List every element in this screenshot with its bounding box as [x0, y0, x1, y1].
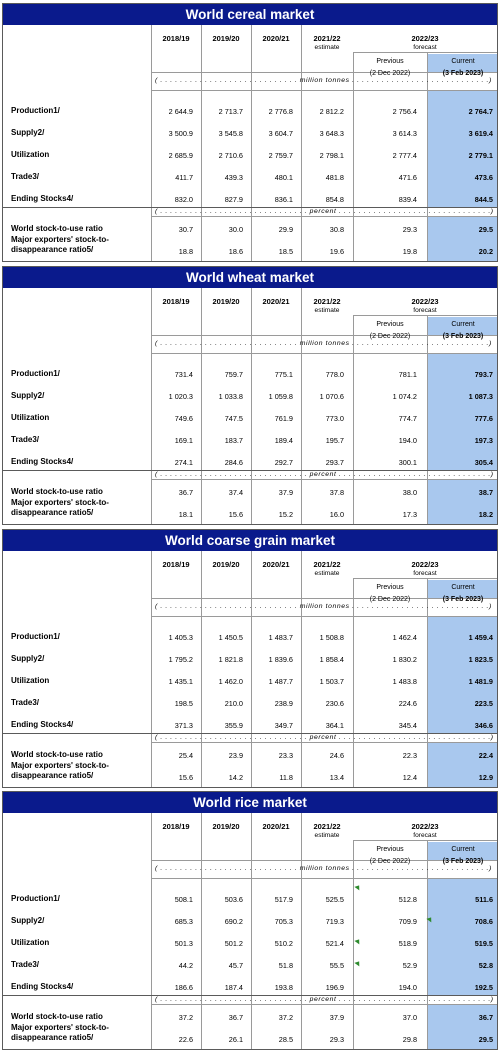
- year-header: 2018/19: [162, 560, 190, 569]
- table-cell: 22.6: [178, 1035, 193, 1044]
- table-cell: 19.8: [402, 247, 417, 256]
- grid-line: [353, 578, 497, 579]
- table-cell: 2 685.9: [168, 151, 193, 160]
- year-header: 2020/21: [262, 34, 290, 43]
- table-cell: 37.8: [329, 488, 344, 497]
- table-cell: 481.8: [325, 173, 344, 182]
- table-cell: 36.7: [478, 1013, 493, 1022]
- table-cell: 2 776.8: [268, 107, 293, 116]
- units-percent: ( . . . . . . . . . . . . . . . . . . . . . . . . . . . . . . percent . . . . . . . . . . . . . . . . . . . . . . . . . . . . . . .): [155, 208, 494, 215]
- table-cell: 685.3: [174, 917, 193, 926]
- table-cell: 223.5: [474, 699, 493, 708]
- table-cell: 1 033.8: [218, 392, 243, 401]
- table-cell: 708.6: [474, 917, 493, 926]
- table-cell: 775.1: [274, 370, 293, 379]
- table-cell: 1 830.2: [392, 655, 417, 664]
- previous-date: (2 Dec 2022): [369, 333, 411, 340]
- table-cell: 511.6: [475, 895, 493, 904]
- table-cell: 2 798.1: [319, 151, 344, 160]
- table-cell: 1 858.4: [319, 655, 344, 664]
- row-label-ending: Ending Stocks4/: [11, 194, 74, 203]
- table-cell: 1 462.0: [218, 677, 243, 686]
- row-label-major-exporters: disappearance ratio5/: [11, 1033, 94, 1042]
- table-cell: 29.3: [329, 1035, 344, 1044]
- previous-date: (2 Dec 2022): [369, 858, 411, 865]
- table-cell: 30.7: [178, 225, 193, 234]
- table-cell: 36.7: [178, 488, 193, 497]
- table-cell: 512.8: [398, 895, 417, 904]
- table-cell: 761.9: [274, 414, 293, 423]
- table-cell: 1 435.1: [168, 677, 193, 686]
- row-label-major-exporters: disappearance ratio5/: [11, 245, 94, 254]
- table-cell: 1 839.6: [268, 655, 293, 664]
- table-cell: 14.2: [228, 773, 243, 782]
- table-cell: 38.0: [402, 488, 417, 497]
- table-cell: 518.9: [398, 939, 417, 948]
- grid-line: [151, 353, 497, 354]
- table-cell: 300.1: [398, 458, 417, 467]
- table-cell: 2 812.2: [319, 107, 344, 116]
- revision-marker: [354, 884, 361, 891]
- table-cell: 3 545.8: [218, 129, 243, 138]
- previous-header: Previous: [376, 584, 404, 591]
- row-label-stock-to-use: World stock-to-use ratio: [11, 224, 103, 233]
- table-cell: 195.7: [325, 436, 344, 445]
- previous-header: Previous: [376, 321, 404, 328]
- table-cell: 346.6: [474, 721, 493, 730]
- table-cell: 37.9: [278, 488, 293, 497]
- table-cell: 747.5: [224, 414, 243, 423]
- table-cell: 1 462.4: [392, 633, 417, 642]
- table-cell: 37.2: [278, 1013, 293, 1022]
- year-header: 2021/22 estimate: [302, 822, 352, 839]
- table-cell: 508.1: [174, 895, 193, 904]
- table-cell: 24.6: [329, 751, 344, 760]
- row-label-utilization: Utilization: [11, 150, 50, 159]
- table-cell: 519.5: [474, 939, 493, 948]
- row-label-utilization: Utilization: [11, 413, 50, 422]
- table-cell: 1 823.5: [468, 655, 493, 664]
- section-title: World wheat market: [3, 267, 497, 288]
- table-cell: 749.6: [174, 414, 193, 423]
- table-cell: 1 074.2: [392, 392, 417, 401]
- forecast-year-header: 2022/23 forecast: [350, 560, 500, 577]
- table-cell: 274.1: [174, 458, 193, 467]
- table-cell: 1 795.2: [168, 655, 193, 664]
- row-label-trade: Trade3/: [11, 172, 40, 181]
- row-label-production: Production1/: [11, 106, 60, 115]
- year-header: 2020/21: [262, 560, 290, 569]
- current-date: (3 Feb 2023): [442, 858, 484, 865]
- estimate-label: estimate: [314, 307, 340, 314]
- table-cell: 3 604.7: [268, 129, 293, 138]
- table-cell: 3 500.9: [168, 129, 193, 138]
- grid-line: [151, 90, 497, 91]
- grid-line: [353, 52, 497, 53]
- table-cell: 690.2: [224, 917, 243, 926]
- market-section: [2, 3, 498, 262]
- year-header: 2018/19: [162, 822, 190, 831]
- section-title: World cereal market: [3, 4, 497, 25]
- table-cell: 194.0: [398, 983, 417, 992]
- table-cell: 22.4: [478, 751, 493, 760]
- year-header: 2019/20: [212, 297, 240, 306]
- section-title: World rice market: [3, 792, 497, 813]
- table-cell: 719.3: [325, 917, 344, 926]
- table-cell: 194.0: [398, 436, 417, 445]
- units-percent: ( . . . . . . . . . . . . . . . . . . . . . . . . . . . . . . percent . . . . . . . . . . . . . . . . . . . . . . . . . . . . . . .): [155, 734, 494, 741]
- table-cell: 36.7: [228, 1013, 243, 1022]
- row-label-supply: Supply2/: [11, 128, 45, 137]
- units-percent: ( . . . . . . . . . . . . . . . . . . . . . . . . . . . . . . percent . . . . . . . . . . . . . . . . . . . . . . . . . . . . . . .): [155, 996, 494, 1003]
- table-cell: 44.2: [178, 961, 193, 970]
- year-header: 2019/20: [212, 822, 240, 831]
- table-cell: 355.9: [224, 721, 243, 730]
- table-cell: 52.8: [478, 961, 493, 970]
- current-date: (3 Feb 2023): [442, 70, 484, 77]
- table-cell: 16.0: [329, 510, 344, 519]
- table-cell: 2 756.4: [392, 107, 417, 116]
- section-title: World coarse grain market: [3, 530, 497, 551]
- table-cell: 2 713.7: [218, 107, 243, 116]
- table-cell: 238.9: [274, 699, 293, 708]
- year-header: 2018/19: [162, 34, 190, 43]
- grid-line: [151, 616, 497, 617]
- previous-header: Previous: [376, 846, 404, 853]
- table-cell: 349.7: [274, 721, 293, 730]
- year-header: 2021/22 estimate: [302, 34, 352, 51]
- units-million-tonnes: ( . . . . . . . . . . . . . . . . . . . . . . . . . . . . million tonnes . . . . . . . . . . . . . . . . . . . . . . . . . . . .): [155, 77, 492, 84]
- current-header: Current: [451, 58, 475, 65]
- grid-line: [151, 742, 497, 743]
- table-cell: 705.3: [274, 917, 293, 926]
- year-header: 2021/22 estimate: [302, 560, 352, 577]
- table-cell: 3 648.3: [319, 129, 344, 138]
- year-header: 2020/21: [262, 297, 290, 306]
- row-label-major-exporters: disappearance ratio5/: [11, 508, 94, 517]
- table-cell: 23.3: [278, 751, 293, 760]
- table-cell: 23.9: [228, 751, 243, 760]
- row-label-major-exporters: Major exporters' stock-to-: [11, 761, 109, 770]
- table-cell: 183.7: [224, 436, 243, 445]
- table-cell: 230.6: [325, 699, 344, 708]
- current-header: Current: [451, 846, 475, 853]
- table-cell: 45.7: [228, 961, 243, 970]
- table-cell: 1 059.8: [268, 392, 293, 401]
- table-cell: 2 644.9: [168, 107, 193, 116]
- table-cell: 1 087.3: [468, 392, 493, 401]
- table-cell: 364.1: [325, 721, 344, 730]
- table-cell: 2 759.7: [268, 151, 293, 160]
- row-label-production: Production1/: [11, 894, 60, 903]
- year-header: 2019/20: [212, 560, 240, 569]
- table-cell: 439.3: [224, 173, 243, 182]
- forecast-label: forecast: [413, 570, 437, 577]
- table-cell: 29.9: [278, 225, 293, 234]
- table-cell: 473.6: [474, 173, 493, 182]
- table-cell: 773.0: [325, 414, 344, 423]
- row-label-trade: Trade3/: [11, 435, 40, 444]
- row-label-ending: Ending Stocks4/: [11, 982, 74, 991]
- current-header: Current: [451, 584, 475, 591]
- table-cell: 371.3: [174, 721, 193, 730]
- table-cell: 345.4: [398, 721, 417, 730]
- table-cell: 774.7: [398, 414, 417, 423]
- table-cell: 471.6: [398, 173, 417, 182]
- forecast-year-header: 2022/23 forecast: [350, 822, 500, 839]
- table-cell: 30.8: [329, 225, 344, 234]
- grid-line: [353, 315, 497, 316]
- table-cell: 13.4: [329, 773, 344, 782]
- year-header: 2019/20: [212, 34, 240, 43]
- table-cell: 3 619.4: [468, 129, 493, 138]
- grid-line: [353, 840, 497, 841]
- year-header: 2020/21: [262, 822, 290, 831]
- table-cell: 1 459.4: [468, 633, 493, 642]
- forecast-year-header: 2022/23 forecast: [350, 34, 500, 51]
- table-cell: 1 821.8: [218, 655, 243, 664]
- table-cell: 1 508.8: [319, 633, 344, 642]
- table-cell: 29.8: [402, 1035, 417, 1044]
- table-cell: 284.6: [224, 458, 243, 467]
- table-cell: 38.7: [478, 488, 493, 497]
- table-cell: 18.2: [478, 510, 493, 519]
- row-label-supply: Supply2/: [11, 654, 45, 663]
- table-cell: 30.0: [228, 225, 243, 234]
- table-cell: 832.0: [174, 195, 193, 204]
- table-cell: 1 483.7: [268, 633, 293, 642]
- row-label-utilization: Utilization: [11, 938, 50, 947]
- row-label-stock-to-use: World stock-to-use ratio: [11, 487, 103, 496]
- row-label-trade: Trade3/: [11, 960, 40, 969]
- table-cell: 11.8: [279, 773, 293, 782]
- row-label-ending: Ending Stocks4/: [11, 457, 74, 466]
- revision-marker: [354, 960, 361, 967]
- table-cell: 20.2: [478, 247, 493, 256]
- table-cell: 18.8: [178, 247, 193, 256]
- table-cell: 25.4: [178, 751, 193, 760]
- table-cell: 29.5: [478, 225, 493, 234]
- market-section: [2, 266, 498, 525]
- table-cell: 19.6: [329, 247, 344, 256]
- table-cell: 777.6: [474, 414, 493, 423]
- table-cell: 1 481.9: [468, 677, 493, 686]
- table-cell: 197.3: [474, 436, 493, 445]
- table-cell: 15.6: [228, 510, 243, 519]
- table-cell: 12.9: [478, 773, 493, 782]
- row-label-stock-to-use: World stock-to-use ratio: [11, 1012, 103, 1021]
- table-cell: 411.7: [175, 173, 193, 182]
- grid-line: [151, 216, 497, 217]
- row-label-utilization: Utilization: [11, 676, 50, 685]
- grid-line: [151, 878, 497, 879]
- table-cell: 210.0: [224, 699, 243, 708]
- table-cell: 778.0: [325, 370, 344, 379]
- table-cell: 28.5: [278, 1035, 293, 1044]
- forecast-label: forecast: [413, 832, 437, 839]
- table-cell: 525.5: [325, 895, 344, 904]
- table-cell: 189.4: [274, 436, 293, 445]
- table-cell: 1 405.3: [168, 633, 193, 642]
- table-cell: 305.4: [474, 458, 493, 467]
- table-cell: 839.4: [398, 195, 417, 204]
- table-cell: 1 487.7: [268, 677, 293, 686]
- table-cell: 26.1: [228, 1035, 243, 1044]
- table-cell: 37.2: [178, 1013, 193, 1022]
- table-cell: 1 020.3: [168, 392, 193, 401]
- estimate-label: estimate: [314, 832, 340, 839]
- row-label-major-exporters: disappearance ratio5/: [11, 771, 94, 780]
- table-cell: 793.7: [474, 370, 493, 379]
- current-date: (3 Feb 2023): [442, 333, 484, 340]
- table-cell: 1 503.7: [319, 677, 344, 686]
- table-cell: 196.9: [325, 983, 344, 992]
- grid-line: [151, 1004, 497, 1005]
- table-cell: 29.5: [478, 1035, 493, 1044]
- market-section: [2, 791, 498, 1050]
- table-cell: 193.8: [274, 983, 293, 992]
- table-cell: 844.5: [474, 195, 493, 204]
- forecast-label: forecast: [413, 307, 437, 314]
- row-label-production: Production1/: [11, 369, 60, 378]
- units-percent: ( . . . . . . . . . . . . . . . . . . . . . . . . . . . . . . percent . . . . . . . . . . . . . . . . . . . . . . . . . . . . . . .): [155, 471, 494, 478]
- year-header: 2021/22 estimate: [302, 297, 352, 314]
- row-label-major-exporters: Major exporters' stock-to-: [11, 235, 109, 244]
- units-million-tonnes: ( . . . . . . . . . . . . . . . . . . . . . . . . . . . . million tonnes . . . . . . . . . . . . . . . . . . . . . . . . . . . .): [155, 603, 492, 610]
- table-cell: 37.4: [228, 488, 243, 497]
- row-label-ending: Ending Stocks4/: [11, 720, 74, 729]
- table-cell: 52.9: [402, 961, 417, 970]
- grid-line: [151, 479, 497, 480]
- table-cell: 501.2: [224, 939, 243, 948]
- table-cell: 1 070.6: [319, 392, 344, 401]
- estimate-label: estimate: [314, 570, 340, 577]
- table-cell: 517.9: [274, 895, 293, 904]
- current-date: (3 Feb 2023): [442, 596, 484, 603]
- revision-marker: [354, 938, 361, 945]
- forecast-label: forecast: [413, 44, 437, 51]
- table-cell: 37.9: [329, 1013, 344, 1022]
- table-cell: 480.1: [274, 173, 293, 182]
- previous-date: (2 Dec 2022): [369, 596, 411, 603]
- table-cell: 510.2: [274, 939, 293, 948]
- table-cell: 186.6: [174, 983, 193, 992]
- table-cell: 55.5: [329, 961, 344, 970]
- table-cell: 836.1: [274, 195, 293, 204]
- table-cell: 18.5: [278, 247, 293, 256]
- previous-date: (2 Dec 2022): [369, 70, 411, 77]
- units-million-tonnes: ( . . . . . . . . . . . . . . . . . . . . . . . . . . . . million tonnes . . . . . . . . . . . . . . . . . . . . . . . . . . . .): [155, 340, 492, 347]
- table-cell: 2 710.6: [218, 151, 243, 160]
- table-cell: 169.1: [174, 436, 193, 445]
- table-cell: 15.6: [178, 773, 193, 782]
- current-header: Current: [451, 321, 475, 328]
- table-cell: 503.6: [224, 895, 243, 904]
- table-cell: 1 483.8: [392, 677, 417, 686]
- table-cell: 18.6: [228, 247, 243, 256]
- table-cell: 37.0: [402, 1013, 417, 1022]
- table-cell: 2 777.4: [392, 151, 417, 160]
- table-cell: 1 450.5: [218, 633, 243, 642]
- row-label-supply: Supply2/: [11, 391, 45, 400]
- table-cell: 22.3: [402, 751, 417, 760]
- previous-header: Previous: [376, 58, 404, 65]
- table-cell: 2 764.7: [468, 107, 493, 116]
- table-cell: 827.9: [224, 195, 243, 204]
- units-million-tonnes: ( . . . . . . . . . . . . . . . . . . . . . . . . . . . . million tonnes . . . . . . . . . . . . . . . . . . . . . . . . . . . .): [155, 865, 492, 872]
- table-cell: 224.6: [398, 699, 417, 708]
- table-cell: 18.1: [178, 510, 193, 519]
- table-cell: 198.5: [174, 699, 193, 708]
- table-cell: 854.8: [325, 195, 344, 204]
- table-cell: 709.9: [398, 917, 417, 926]
- row-label-major-exporters: Major exporters' stock-to-: [11, 498, 109, 507]
- row-label-supply: Supply2/: [11, 916, 45, 925]
- table-cell: 12.4: [402, 773, 417, 782]
- table-cell: 781.1: [398, 370, 417, 379]
- table-cell: 15.2: [278, 510, 293, 519]
- year-header: 2018/19: [162, 297, 190, 306]
- table-cell: 2 779.1: [468, 151, 493, 160]
- row-label-trade: Trade3/: [11, 698, 40, 707]
- market-section: [2, 529, 498, 788]
- table-cell: 501.3: [174, 939, 193, 948]
- table-cell: 759.7: [224, 370, 243, 379]
- table-cell: 731.4: [174, 370, 193, 379]
- table-cell: 17.3: [402, 510, 417, 519]
- table-cell: 51.8: [278, 961, 293, 970]
- estimate-label: estimate: [314, 44, 340, 51]
- table-cell: 521.4: [325, 939, 344, 948]
- table-cell: 29.3: [402, 225, 417, 234]
- table-cell: 3 614.3: [392, 129, 417, 138]
- forecast-year-header: 2022/23 forecast: [350, 297, 500, 314]
- row-label-production: Production1/: [11, 632, 60, 641]
- table-cell: 187.4: [224, 983, 243, 992]
- table-cell: 293.7: [325, 458, 344, 467]
- row-label-major-exporters: Major exporters' stock-to-: [11, 1023, 109, 1032]
- row-label-stock-to-use: World stock-to-use ratio: [11, 750, 103, 759]
- table-cell: 292.7: [274, 458, 293, 467]
- table-cell: 192.5: [474, 983, 493, 992]
